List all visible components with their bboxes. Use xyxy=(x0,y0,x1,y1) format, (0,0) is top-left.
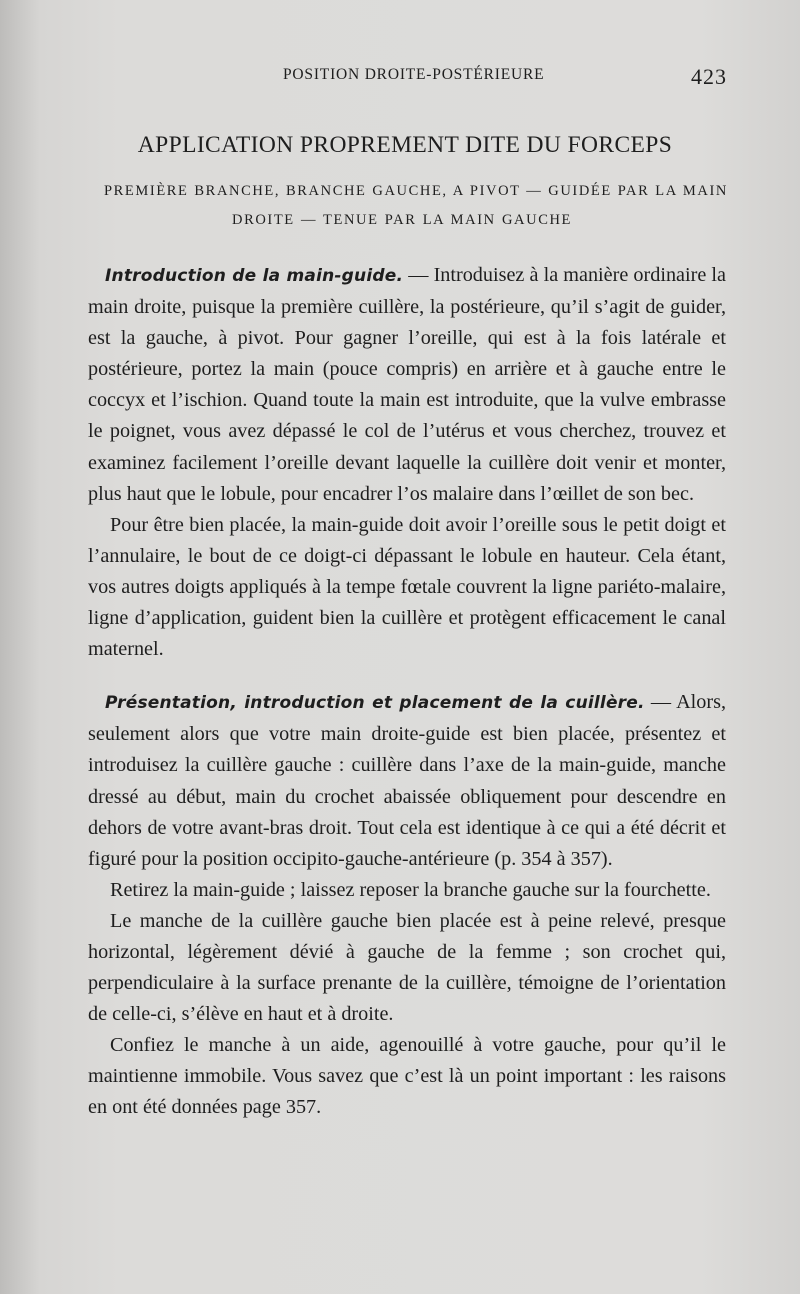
subtitle-line-1: PREMIÈRE BRANCHE, BRANCHE GAUCHE, A PIVOT — GUIDÉE PAR LA MAIN xyxy=(104,183,728,199)
paragraph: Le manche de la cuillère gauche bien placée est à peine relevé, presque horizontal, légèrement dévié à gauche de la femme ; son crochet qui, perpendiculaire à la surface prenante de la cuillère, témoigne de l’orientation de celle-ci, s’élève en haut et à droite. xyxy=(88,909,726,1026)
running-title: POSITION DROITE-POSTÉRIEURE xyxy=(283,66,545,83)
paragraph-introduction xyxy=(88,260,726,510)
paragraph: Retirez la main-guide ; laissez reposer la branche gauche sur la fourchette. xyxy=(110,878,711,901)
body-text xyxy=(88,260,726,1124)
page-number: 423 xyxy=(691,64,727,89)
paragraph: Pour être bien placée, la main-guide doit avoir l’oreille sous le petit doigt et l’annulaire, le bout de ce doigt-ci dépassant le lobule en hauteur. Cela étant, vos autres doigts appliqués à la tempe fœtale couvrent la ligne pariéto-malaire, ligne d’application, guident bien la cuillère et protègent efficacement le canal maternel. xyxy=(88,513,726,661)
subtitle-line-2: DROITE — TENUE PAR LA MAIN GAUCHE xyxy=(232,212,572,228)
section-title: APPLICATION PROPREMENT DITE DU FORCEPS xyxy=(137,132,673,158)
running-header xyxy=(0,64,800,94)
paragraph-lead-in: Introduction de la main-guide. xyxy=(105,266,404,286)
paragraph-text: — Introduisez à la manière ordinaire la main droite, puisque la première cuillère, la postérieure, qu’il s’agit de guider, est la gauche, à pivot. Pour gagner l’oreille, qui est à la fois latérale et postérieure, portez la main (pouce compris) en arrière et à gauche entre le coccyx et l’ischion. Quand toute la main est introduite, que la vulve embrasse le poignet, vous avez dépassé le col de l’utérus et vous cherchez, trouvez et examinez facilement l’oreille devant laquelle la cuillère doit venir et monter, plus haut que le lobule, pour encadrer l’os malaire dans l’œillet de son bec. xyxy=(88,264,726,505)
paragraph-lead-in: Présentation, introduction et placement de la cuillère. xyxy=(105,693,645,714)
paragraph-text: — Alors, seulement alors que votre main droite-guide est bien placée, présentez et introduisez la cuillère gauche : cuillère dans l’axe de la main-guide, manche dressé au début, main du crochet abaissée obliquement pour descendre en dehors de votre avant-bras droit. Tout cela est identique à ce qui a été décrit et figuré pour la position occipito-gauche-antérieure (p. 354 à 357). xyxy=(88,691,726,870)
paragraph-gap xyxy=(88,665,726,687)
paragraph: Confiez le manche à un aide, agenouillé à votre gauche, pour qu’il le maintienne immobile. Vous savez que c’est là un point important : les raisons en ont été données page 357. xyxy=(88,1034,726,1119)
paragraph-presentation xyxy=(88,687,726,875)
